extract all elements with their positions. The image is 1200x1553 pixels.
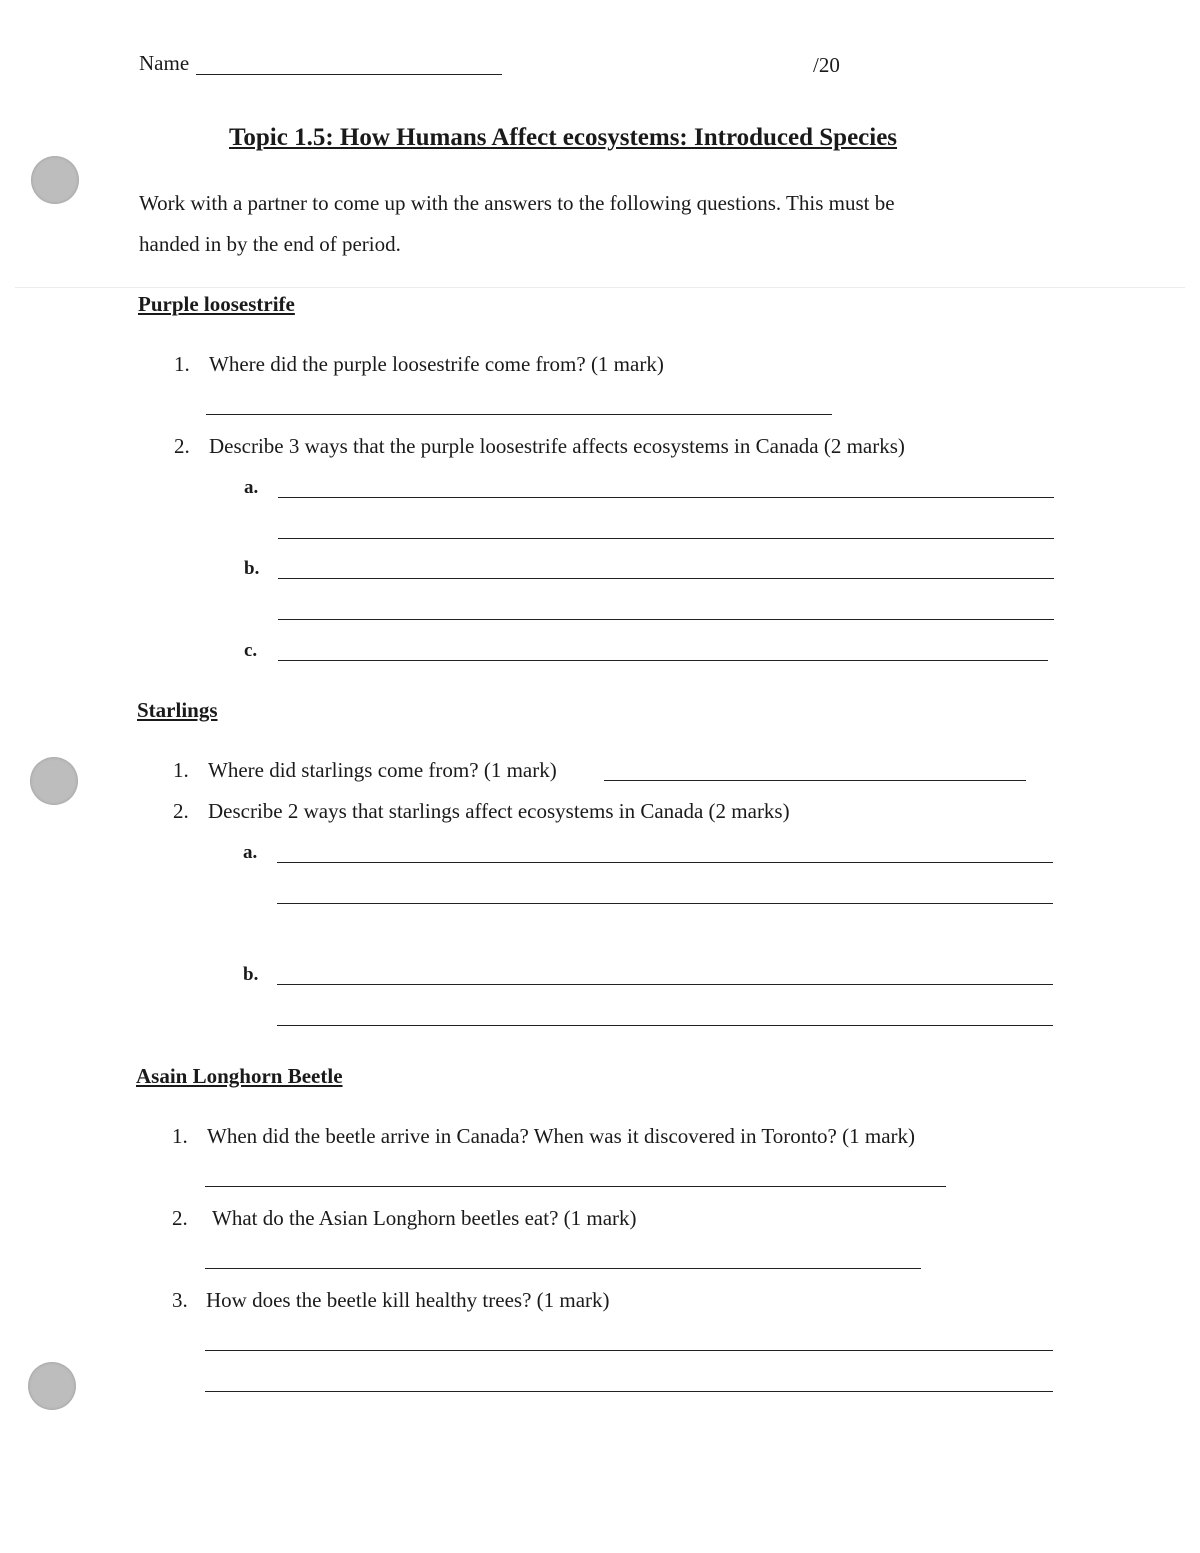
answer-letter: a.	[244, 477, 259, 498]
name-label: Name	[139, 51, 190, 75]
question-number: 2.	[172, 1206, 188, 1230]
question-text: Describe 2 ways that starlings affect ecosystems in Canada (2 marks)	[208, 799, 790, 823]
answer-line[interactable]	[278, 619, 1054, 620]
answer-line[interactable]	[277, 903, 1053, 904]
page-title: Topic 1.5: How Humans Affect ecosystems: Introduced Species	[229, 124, 898, 151]
section-heading-beetle: Asain Longhorn Beetle	[136, 1064, 343, 1088]
punch-hole-middle	[30, 757, 78, 805]
intro-line-2: handed in by the end of period.	[139, 232, 401, 256]
question-text: How does the beetle kill healthy trees? (1 mark)	[206, 1288, 610, 1312]
answer-letter: b.	[243, 964, 259, 985]
question-number: 1.	[174, 352, 190, 376]
answer-letter: c.	[244, 640, 258, 661]
answer-line[interactable]	[277, 984, 1053, 985]
question-number: 2.	[173, 799, 189, 823]
answer-letter: a.	[243, 842, 258, 863]
question-number: 1.	[173, 758, 189, 782]
answer-line[interactable]	[277, 862, 1053, 863]
punch-hole-bottom	[28, 1362, 76, 1410]
question-text: Describe 3 ways that the purple loosestrife affects ecosystems in Canada (2 marks)	[209, 434, 905, 458]
answer-line[interactable]	[604, 780, 1026, 781]
page-fold-line	[15, 287, 1185, 288]
intro-line-1: Work with a partner to come up with the answers to the following questions. This must be	[139, 191, 895, 215]
section-heading-starlings: Starlings	[137, 698, 218, 722]
answer-line[interactable]	[278, 578, 1054, 579]
question-text: Where did starlings come from? (1 mark)	[208, 758, 557, 782]
answer-line[interactable]	[278, 660, 1048, 661]
question-text: What do the Asian Longhorn beetles eat? (1 mark)	[212, 1206, 637, 1230]
question-number: 2.	[174, 434, 190, 458]
answer-letter: b.	[244, 558, 260, 579]
answer-line[interactable]	[206, 414, 832, 415]
question-text: When did the beetle arrive in Canada? When was it discovered in Toronto? (1 mark)	[207, 1124, 916, 1148]
name-field[interactable]	[196, 74, 502, 75]
answer-line[interactable]	[277, 1025, 1053, 1026]
section-heading-loosestrife: Purple loosestrife	[138, 292, 295, 316]
question-number: 3.	[172, 1288, 188, 1312]
answer-line[interactable]	[278, 538, 1054, 539]
answer-line[interactable]	[205, 1268, 921, 1269]
score-total: /20	[813, 53, 840, 77]
question-number: 1.	[172, 1124, 188, 1148]
answer-line[interactable]	[205, 1350, 1053, 1351]
answer-line[interactable]	[205, 1391, 1053, 1392]
answer-line[interactable]	[278, 497, 1054, 498]
punch-hole-top	[31, 156, 79, 204]
answer-line[interactable]	[205, 1186, 946, 1187]
question-text: Where did the purple loosestrife come from? (1 mark)	[209, 352, 664, 376]
